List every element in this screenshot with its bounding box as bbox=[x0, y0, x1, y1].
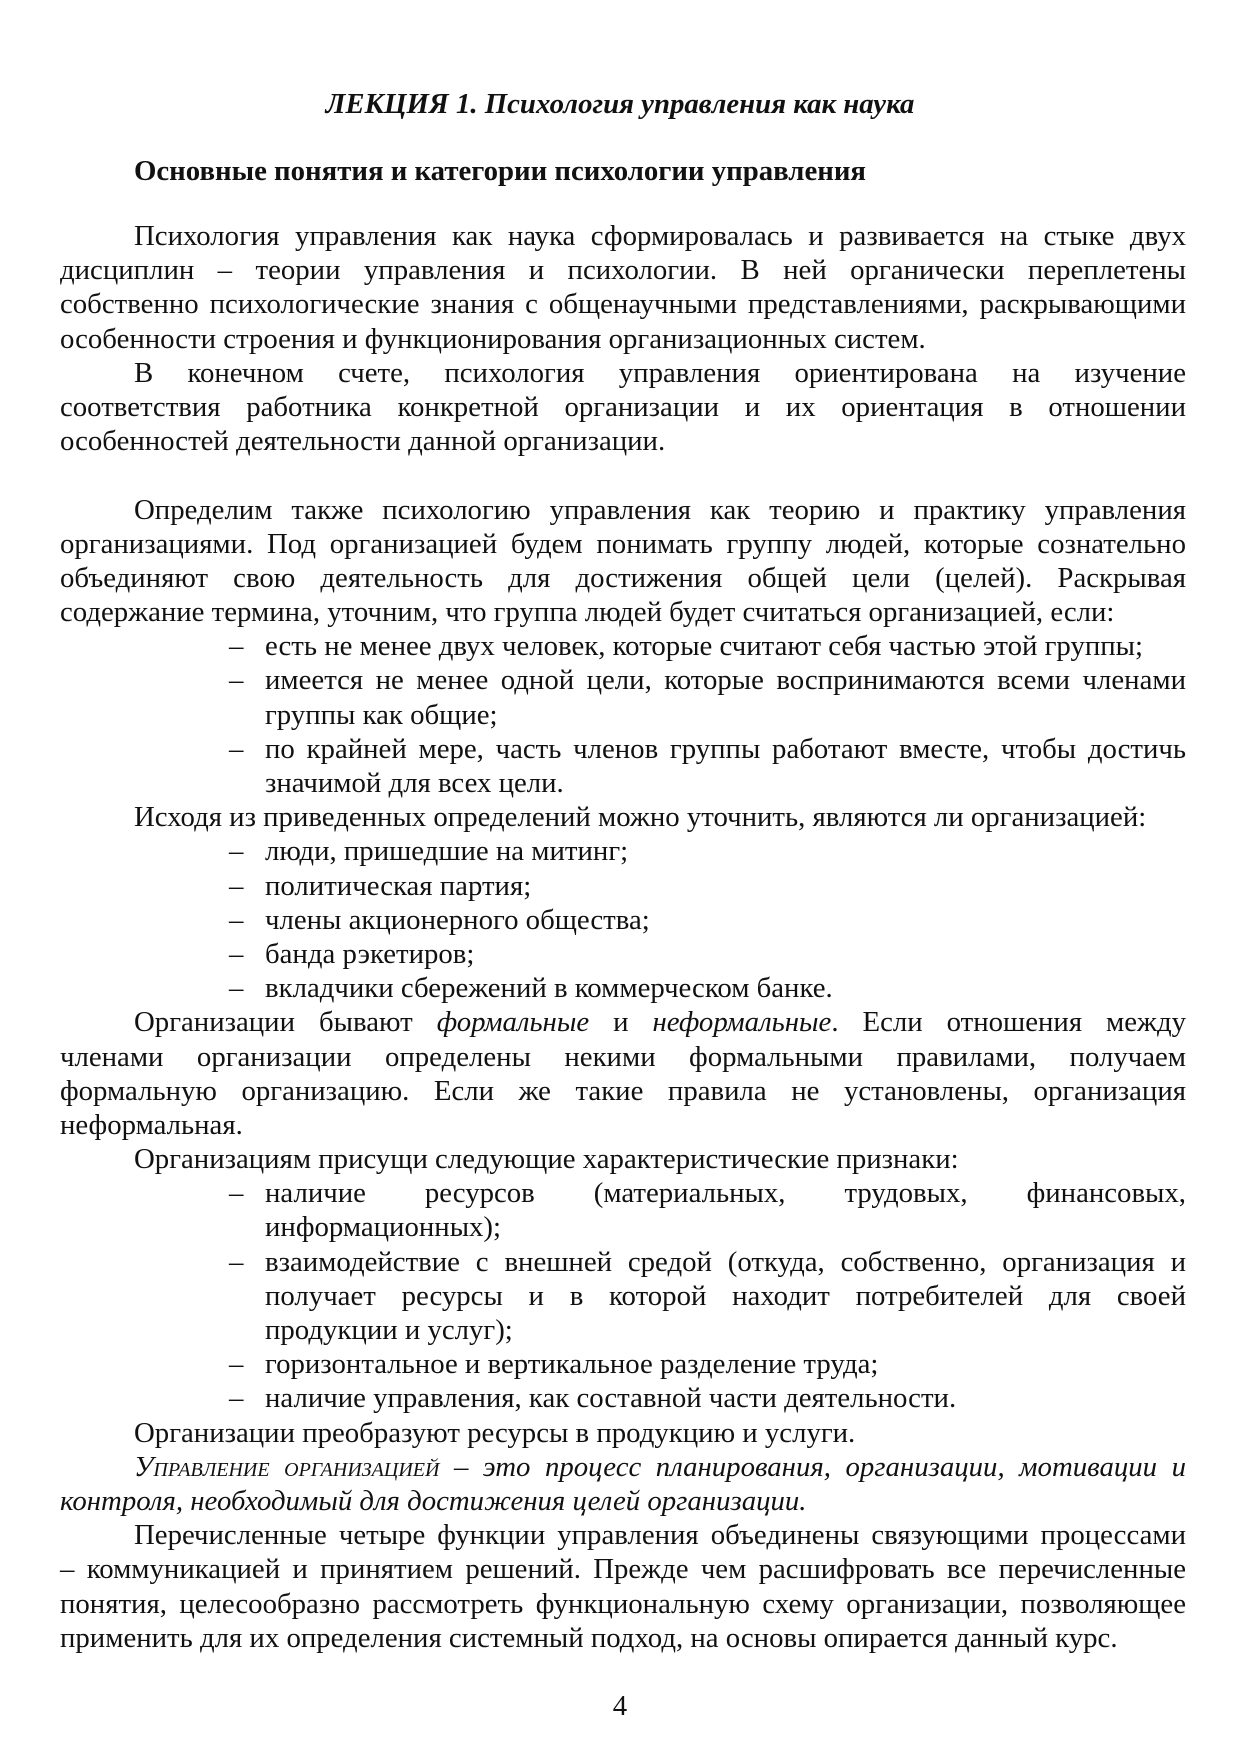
list-item bbox=[229, 663, 1186, 697]
list-item-continuation: информационных); bbox=[265, 1211, 502, 1244]
paragraph-line: собственно психологические знания с общенаучными представлениями, раскрывающими bbox=[60, 288, 1186, 321]
dash-bullet: – bbox=[229, 869, 244, 902]
list-item bbox=[229, 834, 1186, 868]
paragraph-line: дисциплин – теории управления и психологии. В ней органически переплетены bbox=[60, 254, 1186, 287]
dash-bullet: – bbox=[229, 1382, 244, 1415]
paragraph-line: применить для их определения системный подход, на основы опирается данный курс. bbox=[60, 1621, 1118, 1654]
definition-line bbox=[134, 1450, 1186, 1484]
text-run: . Если отношения между bbox=[831, 1006, 1186, 1039]
dash-bullet: – bbox=[229, 1177, 244, 1210]
paragraph-line: членами организации определены некими формальными правилами, получаем bbox=[60, 1040, 1186, 1073]
list-item-text: люди, пришедшие на митинг; bbox=[265, 835, 629, 868]
italic-term-informal: неформальные bbox=[652, 1006, 832, 1039]
italic-term-formal: формальные bbox=[436, 1006, 590, 1039]
defined-term: Управление организацией bbox=[134, 1450, 440, 1483]
paragraph-line: Организациям присущи следующие характеристические признаки: bbox=[134, 1143, 959, 1176]
list-item bbox=[229, 971, 1186, 1005]
dash-bullet: – bbox=[229, 664, 244, 697]
paragraph-line: Организации преобразуют ресурсы в продукцию и услуги. bbox=[134, 1416, 856, 1449]
list-item-text: наличие ресурсов (материальных, трудовых, финансовых, bbox=[265, 1177, 1186, 1210]
list-item-text: члены акционерного общества; bbox=[265, 903, 650, 936]
blank-line bbox=[60, 458, 1186, 492]
list-item bbox=[229, 1347, 1186, 1381]
list-item bbox=[229, 937, 1186, 971]
document-body bbox=[0, 219, 1240, 1655]
list-item-continuation: значимой для всех цели. bbox=[265, 767, 564, 799]
paragraph-line: неформальная. bbox=[60, 1108, 243, 1141]
dash-bullet: – bbox=[229, 972, 244, 1005]
list-item-text: по крайней мере, часть членов группы работают вместе, чтобы достичь bbox=[265, 732, 1186, 765]
lecture-title: ЛЕКЦИЯ 1. Психология управления как наука bbox=[325, 88, 915, 120]
list-item-text: банда рэкетиров; bbox=[265, 937, 475, 970]
paragraph-line: Перечисленные четыре функции управления объединены связующими процессами bbox=[134, 1519, 1186, 1552]
list-item-continuation: продукции и услуг); bbox=[265, 1314, 513, 1346]
text-run: и bbox=[589, 1006, 653, 1039]
dash-bullet: – bbox=[229, 903, 244, 936]
list-item bbox=[229, 1176, 1186, 1210]
paragraph-line: соответствия работника конкретной организации и их ориентация в отношении bbox=[60, 390, 1186, 423]
paragraph-line: особенности строения и функционирования организационных систем. bbox=[60, 322, 926, 355]
text-run: Организации бывают bbox=[134, 1006, 437, 1039]
list-item-text: есть не менее двух человек, которые считают себя частью этой группы; bbox=[265, 630, 1144, 663]
list-item-text: горизонтальное и вертикальное разделение труда; bbox=[265, 1348, 879, 1381]
list-item bbox=[229, 732, 1186, 766]
list-item bbox=[229, 1381, 1186, 1415]
paragraph-line: организациями. Под организацией будем понимать группу людей, которые сознательно bbox=[60, 527, 1186, 560]
list-item bbox=[229, 869, 1186, 903]
paragraph-line: особенностей деятельности данной организации. bbox=[60, 425, 666, 458]
list-item bbox=[229, 629, 1186, 663]
dash-bullet: – bbox=[229, 732, 244, 765]
paragraph-line: понятия, целесообразно рассмотреть функциональную схему организации, позволяющее bbox=[60, 1587, 1186, 1620]
list-item-text: имеется не менее одной цели, которые воспринимаются всеми членами bbox=[265, 664, 1186, 697]
dash-bullet: – bbox=[229, 937, 244, 970]
list-item-text: наличие управления, как составной части деятельности. bbox=[265, 1382, 957, 1415]
paragraph-line: объединяют свою деятельность для достижения общей цели (целей). Раскрывая bbox=[60, 561, 1186, 594]
paragraph-line: В конечном счете, психология управления ориентирована на изучение bbox=[134, 356, 1186, 389]
dash-bullet: – bbox=[229, 1348, 244, 1381]
paragraph-line bbox=[134, 1005, 1186, 1039]
list-item-continuation: группы как общие; bbox=[265, 698, 498, 731]
dash-bullet: – bbox=[229, 630, 244, 663]
page-number: 4 bbox=[612, 1690, 628, 1722]
paragraph-line: содержание термина, уточним, что группа людей будет считаться организацией, если: bbox=[60, 596, 1115, 629]
definition-text: – это процесс планирования, организации, мотивации и bbox=[439, 1450, 1186, 1483]
list-item-text: вкладчики сбережений в коммерческом банке. bbox=[265, 972, 833, 1005]
list-item-continuation: получает ресурсы и в которой находит потребителей для своей bbox=[265, 1279, 1186, 1312]
paragraph-line: Психология управления как наука сформировалась и развивается на стыке двух bbox=[134, 220, 1186, 252]
section-heading: Основные понятия и категории психологии управления bbox=[134, 155, 866, 187]
list-item bbox=[229, 903, 1186, 937]
list-item-text: политическая партия; bbox=[265, 869, 532, 902]
list-item bbox=[229, 1245, 1186, 1279]
definition-line: контроля, необходимый для достижения целей организации. bbox=[60, 1484, 807, 1517]
paragraph-line: – коммуникацией и принятием решений. Прежде чем расшифровать все перечисленные bbox=[60, 1553, 1186, 1586]
paragraph-line: Исходя из приведенных определений можно уточнить, являются ли организацией: bbox=[134, 801, 1147, 834]
list-item-text: взаимодействие с внешней средой (откуда, собственно, организация и bbox=[265, 1245, 1186, 1278]
paragraph-line: формальную организацию. Если же такие правила не установлены, организация bbox=[60, 1074, 1186, 1107]
dash-bullet: – bbox=[229, 1245, 244, 1278]
dash-bullet: – bbox=[229, 835, 244, 868]
paragraph-line: Определим также психологию управления как теорию и практику управления bbox=[134, 493, 1186, 526]
